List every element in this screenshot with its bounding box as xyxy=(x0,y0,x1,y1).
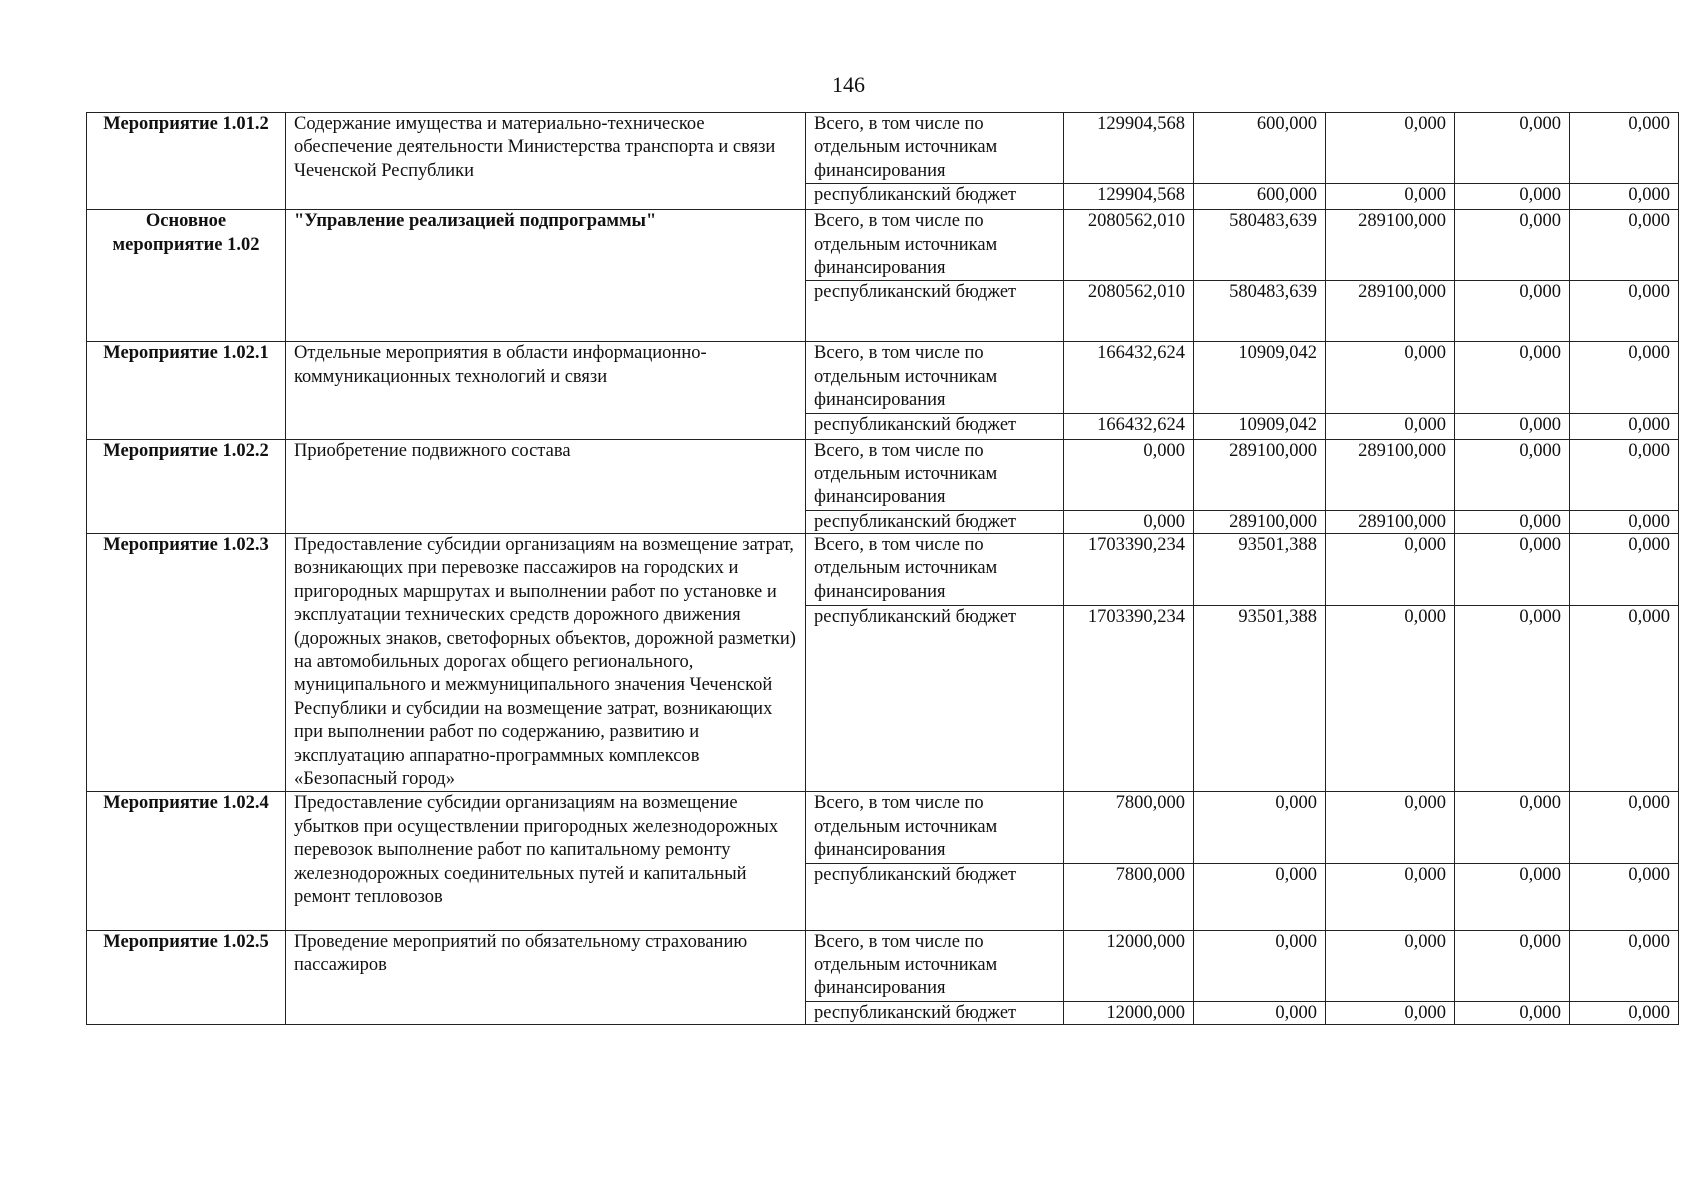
value-cell: 129904,568 xyxy=(1064,184,1194,210)
value-cell: 2080562,010 xyxy=(1064,281,1194,342)
value-cell: 0,000 xyxy=(1455,210,1570,281)
value-cell: 0,000 xyxy=(1570,342,1679,413)
value-cell: 289100,000 xyxy=(1194,510,1326,533)
table-row xyxy=(87,930,1679,1001)
value-cell: 289100,000 xyxy=(1326,281,1455,342)
budget-table xyxy=(86,112,1679,1025)
activity-code: Мероприятие 1.02.1 xyxy=(87,342,286,439)
value-cell: 0,000 xyxy=(1455,439,1570,510)
value-cell: 0,000 xyxy=(1194,863,1326,930)
value-cell: 600,000 xyxy=(1194,184,1326,210)
value-cell: 580483,639 xyxy=(1194,210,1326,281)
value-cell: 2080562,010 xyxy=(1064,210,1194,281)
value-cell: 0,000 xyxy=(1455,863,1570,930)
table-row xyxy=(87,210,1679,281)
value-cell: 289100,000 xyxy=(1326,210,1455,281)
source-budget-label: республиканский бюджет xyxy=(806,1001,1064,1024)
activity-code: Мероприятие 1.02.2 xyxy=(87,439,286,533)
activity-name: Отдельные мероприятия в области информационно-коммуникационных технологий и связи xyxy=(286,342,806,439)
value-cell: 166432,624 xyxy=(1064,413,1194,439)
value-cell: 0,000 xyxy=(1570,792,1679,863)
value-cell: 0,000 xyxy=(1570,210,1679,281)
value-cell: 0,000 xyxy=(1064,439,1194,510)
source-budget-label: республиканский бюджет xyxy=(806,510,1064,533)
table-row xyxy=(87,439,1679,510)
value-cell: 0,000 xyxy=(1455,930,1570,1001)
source-total-label: Всего, в том числе по отдельным источникам финансирования xyxy=(806,533,1064,605)
value-cell: 289100,000 xyxy=(1326,439,1455,510)
value-cell: 0,000 xyxy=(1194,930,1326,1001)
value-cell: 0,000 xyxy=(1570,184,1679,210)
value-cell: 0,000 xyxy=(1455,533,1570,605)
value-cell: 12000,000 xyxy=(1064,930,1194,1001)
value-cell: 0,000 xyxy=(1455,184,1570,210)
value-cell: 0,000 xyxy=(1570,510,1679,533)
value-cell: 0,000 xyxy=(1570,605,1679,792)
value-cell: 0,000 xyxy=(1455,281,1570,342)
source-budget-label: республиканский бюджет xyxy=(806,413,1064,439)
value-cell: 0,000 xyxy=(1326,1001,1455,1024)
value-cell: 0,000 xyxy=(1326,113,1455,184)
value-cell: 0,000 xyxy=(1570,533,1679,605)
value-cell: 289100,000 xyxy=(1194,439,1326,510)
value-cell: 0,000 xyxy=(1570,930,1679,1001)
value-cell: 0,000 xyxy=(1194,1001,1326,1024)
source-total-label: Всего, в том числе по отдельным источникам финансирования xyxy=(806,342,1064,413)
source-budget-label: республиканский бюджет xyxy=(806,605,1064,792)
value-cell: 0,000 xyxy=(1455,1001,1570,1024)
value-cell: 0,000 xyxy=(1570,863,1679,930)
source-budget-label: республиканский бюджет xyxy=(806,184,1064,210)
value-cell: 1703390,234 xyxy=(1064,605,1194,792)
activity-code: Мероприятие 1.01.2 xyxy=(87,113,286,210)
activity-name: Приобретение подвижного состава xyxy=(286,439,806,533)
source-total-label: Всего, в том числе по отдельным источникам финансирования xyxy=(806,113,1064,184)
value-cell: 129904,568 xyxy=(1064,113,1194,184)
activity-code: Основное мероприятие 1.02 xyxy=(87,210,286,342)
table-row xyxy=(87,792,1679,863)
value-cell: 0,000 xyxy=(1570,413,1679,439)
value-cell: 10909,042 xyxy=(1194,342,1326,413)
activity-name: Содержание имущества и материально-техническое обеспечение деятельности Министерства транспорта и связи Чеченской Республики xyxy=(286,113,806,210)
value-cell: 0,000 xyxy=(1455,113,1570,184)
value-cell: 600,000 xyxy=(1194,113,1326,184)
value-cell: 0,000 xyxy=(1570,1001,1679,1024)
value-cell: 0,000 xyxy=(1326,792,1455,863)
page-number: 146 xyxy=(832,72,865,97)
value-cell: 0,000 xyxy=(1570,439,1679,510)
value-cell: 7800,000 xyxy=(1064,792,1194,863)
value-cell: 7800,000 xyxy=(1064,863,1194,930)
value-cell: 12000,000 xyxy=(1064,1001,1194,1024)
value-cell: 0,000 xyxy=(1455,342,1570,413)
source-total-label: Всего, в том числе по отдельным источникам финансирования xyxy=(806,210,1064,281)
value-cell: 0,000 xyxy=(1455,605,1570,792)
value-cell: 0,000 xyxy=(1194,792,1326,863)
source-total-label: Всего, в том числе по отдельным источникам финансирования xyxy=(806,792,1064,863)
table-row xyxy=(87,342,1679,413)
value-cell: 0,000 xyxy=(1455,413,1570,439)
activity-name: Проведение мероприятий по обязательному страхованию пассажиров xyxy=(286,930,806,1024)
activity-name: "Управление реализацией подпрограммы" xyxy=(286,210,806,342)
value-cell: 166432,624 xyxy=(1064,342,1194,413)
value-cell: 580483,639 xyxy=(1194,281,1326,342)
value-cell: 93501,388 xyxy=(1194,605,1326,792)
activity-name: Предоставление субсидии организациям на возмещение затрат, возникающих при перевозке пассажиров на городских и пригородных маршрутах и выполнении работ по установке и эксплуатации технических средств дорожного движения (дорожных знаков, светофорных объектов, дорожной разметки) на автомобильных дорогах общего регионального, муниципального и межмуниципального значения Чеченской Республики и субсидии на возмещение затрат, возникающих при выполнении работ по содержанию, развитию и эксплуатацию аппаратно-программных комплексов «Безопасный город» xyxy=(286,533,806,791)
value-cell: 0,000 xyxy=(1570,281,1679,342)
value-cell: 0,000 xyxy=(1326,533,1455,605)
activity-name: Предоставление субсидии организациям на возмещение убытков при осуществлении пригородных железнодорожных перевозок выполнение работ по капитальному ремонту железнодорожных соединительных путей и капитальный ремонт тепловозов xyxy=(286,792,806,930)
value-cell: 0,000 xyxy=(1326,413,1455,439)
value-cell: 289100,000 xyxy=(1326,510,1455,533)
value-cell: 0,000 xyxy=(1455,510,1570,533)
activity-code: Мероприятие 1.02.5 xyxy=(87,930,286,1024)
table-row xyxy=(87,113,1679,184)
source-budget-label: республиканский бюджет xyxy=(806,281,1064,342)
value-cell: 0,000 xyxy=(1326,184,1455,210)
value-cell: 1703390,234 xyxy=(1064,533,1194,605)
activity-code: Мероприятие 1.02.3 xyxy=(87,533,286,791)
value-cell: 0,000 xyxy=(1326,863,1455,930)
activity-code: Мероприятие 1.02.4 xyxy=(87,792,286,930)
source-budget-label: республиканский бюджет xyxy=(806,863,1064,930)
value-cell: 0,000 xyxy=(1326,342,1455,413)
value-cell: 93501,388 xyxy=(1194,533,1326,605)
source-total-label: Всего, в том числе по отдельным источникам финансирования xyxy=(806,439,1064,510)
value-cell: 0,000 xyxy=(1570,113,1679,184)
value-cell: 0,000 xyxy=(1326,605,1455,792)
table-row xyxy=(87,533,1679,605)
value-cell: 0,000 xyxy=(1326,930,1455,1001)
source-total-label: Всего, в том числе по отдельным источникам финансирования xyxy=(806,930,1064,1001)
value-cell: 0,000 xyxy=(1064,510,1194,533)
value-cell: 0,000 xyxy=(1455,792,1570,863)
value-cell: 10909,042 xyxy=(1194,413,1326,439)
